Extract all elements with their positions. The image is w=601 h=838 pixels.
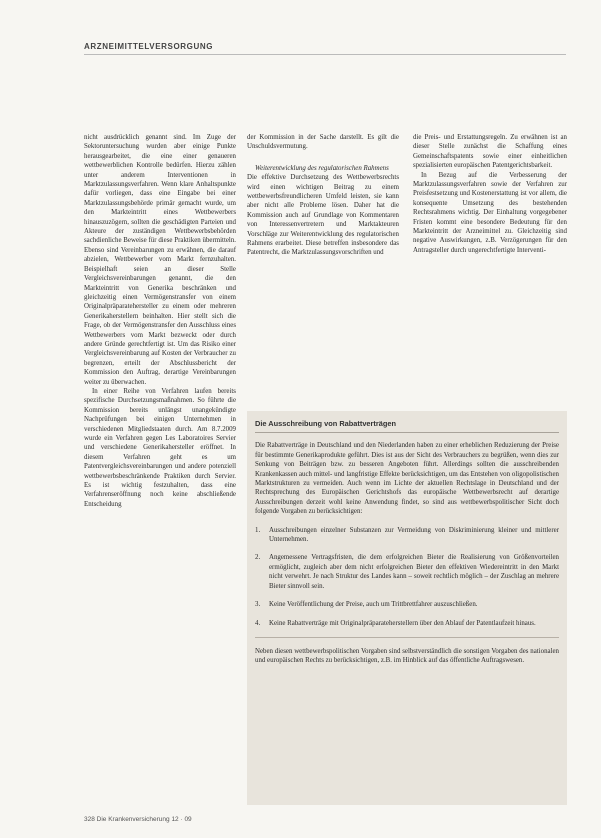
item-text: Keine Veröffentlichung der Preise, auch um Trittbrettfahrer auszuschließen.	[269, 601, 478, 609]
list-item	[255, 619, 559, 628]
subheading: Weiterentwicklung des regulatorischen Rahmens	[255, 164, 389, 172]
item-number: 1.	[255, 526, 261, 534]
item-text: Ausschreibungen einzelner Substanzen zur Vermeidung von Diskriminierung kleiner und mittlerer Unternehmen.	[269, 526, 559, 544]
box-divider	[255, 637, 559, 638]
paragraph: In einer Reihe von Verfahren laufen bereits spezifische Durchsetzungsmaßnahmen. So führte die Kommission bereits unlängst unangekündigte Nachprüfungen bei einigen Unternehmen in verschiedenen Mitgliedstaaten durch. Am 8.7.2009 wurde ein Verfahren gegen Les Laboratoires Servier und verschiedene Generikahersteller eröffnet. In diesem Verfahren geht es um Patentvergleichsvereinbarungen und andere potenziell wettbewerbsbeschränkende Praktiken durch Servier. Es ist wichtig festzuhalten, dass eine Verfahrenseröffnung noch keine abschließende Entscheidung	[84, 387, 236, 508]
list-item	[255, 600, 559, 609]
paragraph: der Kommission in der Sache darstellt. Es gilt die Unschuldsvermutung.	[247, 134, 399, 151]
box-intro: Die Rabattverträge in Deutschland und den Niederlanden haben zu einer erheblichen Reduzierung der Preise für bestimmte Generikaprodukte geführt. Dies ist aus der Sicht des Verbrauchers zu begrüßen, wenn dies zur Senkung von Beiträgen bzw. zu besseren Angeboten führt. Allerdings sollten die ausschreibenden Krankenkassen auch mittel- und langfristige Effekte berücksichtigen, um das Entstehen von oligopolistischen Marktstrukturen zu vermeiden. Auch wenn im Lichte der aktuellen Rechtslage in Deutschland und der Rechtsprechung des Europäischen Gerichtshofs das europäische Wettbewerbsrecht auf derartige Ausschreibungen derzeit wohl keine Anwendung findet, so sind aus wettbewerbspolitischer Sicht doch folgende Vorgaben zu berücksichtigen:	[255, 442, 559, 516]
paragraph: nicht ausdrücklich genannt sind. Im Zuge der Sektoruntersuchung wurden aber einige Punkte herausgearbeitet, die eine einer genaueren wettbewerblichen Kontrolle bedürfen. Hierzu zählen unter anderem Interventionen in Marktzulassungsverfahren. Wenn klare Anhaltspunkte dafür vorliegen, dass eine Eingabe bei einer Marktzulassungsbehörde primär gemacht wurde, um den Markteintritt eines Wettbewerbers hinauszuzögern, sollten die geschädigten Parteien und Akteure der zuständigen Wettbewerbsbehörden sachdienliche Beweise für diese Praktiken übermitteln. Ebenso sind Vereinbarungen zu erwähnen, die darauf abzielen, Wettbewerber vom Markt fernzuhalten. Beispielhaft seien an dieser Stelle Vergleichsvereinbarungen genannt, die den Markteintritt von Generika beschränken und gleichzeitig einen Vermögenstransfer von einem Originalpräparatehersteller zu einem oder mehreren Generikaherstellern beinhalten. Hier stellt sich die Frage, ob der Vermögenstransfer den Ausschluss eines Wettbewerbers vom Markt bezweckt oder durch andere Gründe gerechtfertigt ist. Um das Risiko einer Vergleichsvereinbarung auf Kosten der Verbraucher zu begrenzen, erteilt der Abschlussbericht der Kommission den Auftrag, derartige Vereinbarungen weiter zu überwachen.	[84, 134, 236, 386]
box-title: Die Ausschreibung von Rabattverträgen	[255, 419, 559, 433]
list-item	[255, 553, 559, 591]
paragraph: die Preis- und Erstattungsregeln. Zu erwähnen ist an dieser Stelle zunächst die Schaffung eines Gemeinschaftspatents sowie einer einheitlichen spezialisierten europäischen Patentgerichtsbarkeit.	[413, 134, 567, 170]
text-column-1	[84, 133, 236, 509]
box-closing: Neben diesen wettbewerbspolitischen Vorgaben sind selbstverständlich die sonstigen Vorgaben des nationalen und europäischen Rechts zu berücksichtigen, z.B. im Hinblick auf das öffentliche Auftragswesen.	[255, 647, 559, 665]
info-box	[247, 411, 567, 805]
item-text: Angemessene Vertragsfristen, die dem erfolgreichen Bieter die Realisierung von Größenvorteilen ermöglicht, zugleich aber dem nicht erfolgreichen Bieter den effektiven Wiedereintritt in den Markt nicht verwehrt. Je nach Struktur des Landes kann – soweit rechtlich möglich – der Zuschlag an mehrere Bieter sinnvoll sein.	[269, 554, 559, 590]
item-text: Keine Rabattverträge mit Originalpräparateherstellern über den Ablauf der Patentlaufzeit hinaus.	[269, 619, 536, 627]
paragraph: Die effektive Durchsetzung des Wettbewerbsrechts wird einen wichtigen Beitrag zu einem wettbewerbsfreundlicheren Umfeld leisten, sie kann aber nicht alle Probleme lösen. Daher hat die Kommission auch auf Grundlage von Kommentaren von Interessenvertretern und Marktakteuren Vorschläge zur Weiterentwicklung des regulatorischen Rahmens erarbeitet. Diese betreffen insbesondere das Patentrecht, die Marktzulassungsvorschriften und	[247, 174, 399, 257]
item-number: 4.	[255, 619, 261, 627]
list-item	[255, 526, 559, 545]
text-column-2	[247, 133, 399, 258]
page-footer: 328 Die Krankenversicherung 12 · 09	[84, 816, 192, 823]
text-column-3	[413, 133, 567, 255]
item-number: 3.	[255, 601, 261, 609]
header-divider	[84, 54, 566, 55]
section-header: ARZNEIMITTELVERSORGUNG	[84, 42, 214, 51]
item-number: 2.	[255, 554, 261, 562]
paragraph: In Bezug auf die Verbesserung der Marktzulassungsverfahren sowie der Verfahren zur Preisfestsetzung und Kostenerstattung ist vor allem, die konsequente Umsetzung des bestehenden Rechtsrahmens wichtig. Der Einhaltung vorgegebener Fristen kommt eine besondere Bedeutung für den Markteintritt der Arzneimittel zu. Gleichzeitig sind negative Auswirkungen, z.B. Verzögerungen für den Antragsteller durch ungerechtfertigte Interventi-	[413, 171, 567, 254]
